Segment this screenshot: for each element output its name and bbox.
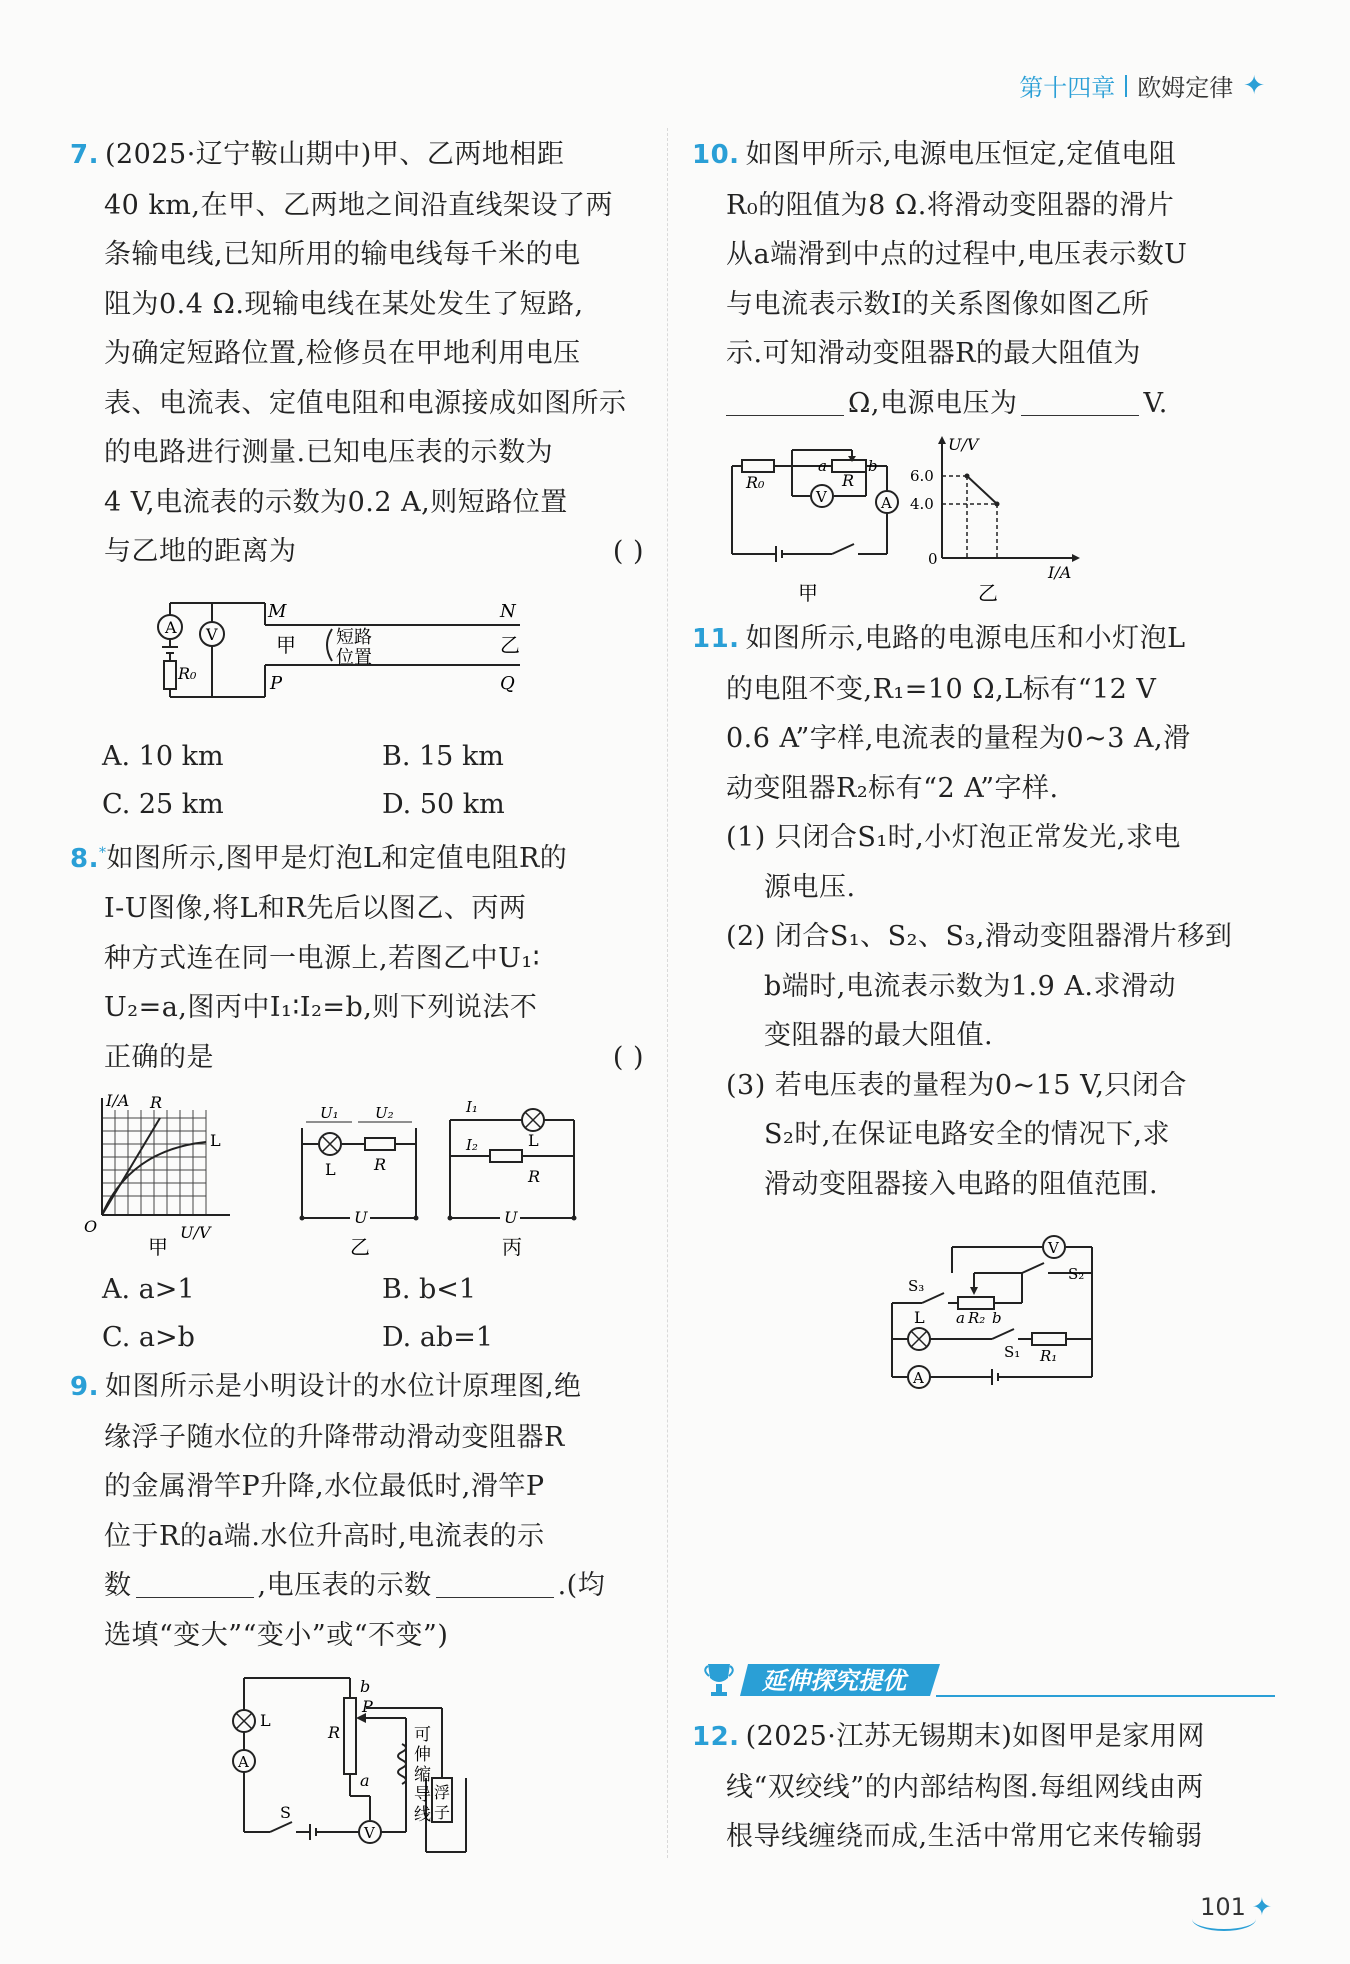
question-text: Ω,电源电压为 [848, 387, 1018, 419]
axis-label-i: I/A [106, 1091, 130, 1110]
question-number: 12. [692, 1722, 740, 1752]
question-text: 数 [104, 1570, 132, 1601]
tick-4: 4.0 [910, 495, 934, 513]
line-label-r: R [150, 1093, 163, 1112]
page-number-text: 101 [1200, 1893, 1246, 1921]
r2-label: R₂ [968, 1309, 986, 1327]
origin-label: O [84, 1217, 98, 1236]
end-a-label: a [956, 1309, 965, 1327]
voltmeter-label: V [1048, 1239, 1059, 1257]
wire-label: 伸 [414, 1745, 431, 1765]
question-text: 阻为0.4 Ω.现输电线在某处发生了短路, [104, 288, 584, 320]
question-text: 正确的是 [104, 1041, 214, 1073]
question-text: 与电流表示数I的关系图像如图乙所 [726, 288, 1150, 320]
r0-label: R₀ [746, 473, 765, 492]
end-b-label: b [868, 457, 878, 475]
q8-figures [70, 1090, 650, 1258]
sub-question-3: (3) 若电压表的量程为0~15 V,只闭合 [726, 1069, 1187, 1101]
sparkle-icon: ✦ [1243, 70, 1265, 101]
question-text: 位于R的a端.水位升高时,电流表的示 [104, 1520, 545, 1552]
question-11 [692, 614, 1292, 1397]
answer-blank-resistance[interactable] [726, 387, 844, 416]
end-a-label: a [360, 1771, 370, 1790]
chapter-title: 欧姆定律 [1137, 74, 1234, 102]
question-text: 40 km,在甲、乙两地之间沿直线架设了两 [104, 189, 613, 221]
ammeter-label: A [881, 494, 892, 512]
axis-label-u: U/V [948, 436, 979, 454]
switch-s2-label: S₂ [1068, 1265, 1085, 1283]
resistor-label: R [328, 1723, 341, 1742]
option-c[interactable]: C. a>b [102, 1322, 195, 1353]
end-a-label: a [818, 457, 827, 475]
axis-label-u: U/V [180, 1223, 211, 1242]
voltmeter-label: V [364, 1824, 375, 1842]
question-text: 表、电流表、定值电阻和电源接成如图所示 [104, 387, 627, 419]
sub-question-2-cont: b端时,电流表示数为1.9 A.求滑动 [764, 970, 1176, 1002]
wire-label: 可 [414, 1725, 431, 1745]
resistor-label: R₀ [178, 663, 197, 683]
location-jia: 甲 [276, 632, 296, 657]
q7-circuit-diagram [70, 585, 650, 725]
question-text: (2025·江苏无锡期末)如图甲是家用网 [745, 1721, 1205, 1752]
sub-question-1: (1) 只闭合S₁时,小灯泡正常发光,求电 [726, 822, 1181, 853]
ammeter-label: A [913, 1369, 924, 1387]
fig-label-jia: 甲 [798, 581, 818, 605]
wire-label: 缩 [414, 1765, 431, 1785]
lamp-label: L [325, 1160, 336, 1179]
voltmeter-label: V [816, 488, 827, 506]
u-label: U [354, 1208, 368, 1227]
switch-label: S [280, 1803, 291, 1822]
question-text: ,电压表的示数 [257, 1570, 432, 1601]
wire-label: 线 [414, 1805, 431, 1825]
r1-label: R₁ [1040, 1347, 1058, 1365]
q9-water-level-circuit [70, 1668, 650, 1858]
q11-circuit-diagram [692, 1217, 1292, 1397]
question-number: 9. [70, 1372, 99, 1402]
question-text: 如图所示是小明设计的水位计原理图,绝 [104, 1371, 582, 1402]
tick-6: 6.0 [910, 467, 934, 485]
answer-parentheses: ( ) [612, 1041, 644, 1073]
rheostat-label: R [842, 471, 855, 490]
float-label: 浮 [434, 1783, 451, 1802]
sub-question-3-cont: S₂时,在保证电路安全的情况下,求 [764, 1119, 1170, 1150]
question-number: 10. [692, 140, 740, 170]
fig-label-bing: 丙 [502, 1235, 522, 1258]
question-7 [70, 130, 650, 829]
tick-0: 0 [928, 550, 938, 568]
question-text: 种方式连在同一电源上,若图乙中U₁∶ [104, 942, 541, 974]
banner-title: 延伸探究提优 [762, 1667, 906, 1695]
resistor-label: R [374, 1155, 387, 1174]
option-c[interactable]: C. 25 km [102, 788, 224, 820]
question-text: 的金属滑竿P升降,水位最低时,滑竿P [104, 1471, 545, 1502]
q7-options [70, 733, 650, 829]
answer-blank-current[interactable] [136, 1569, 254, 1598]
u-label: U [504, 1208, 518, 1227]
switch-s3-label: S₃ [908, 1277, 925, 1295]
section-banner [700, 1656, 1280, 1704]
q10-ui-graph [910, 436, 1080, 582]
i2-label: I₂ [466, 1136, 478, 1154]
question-text: 的电阻不变,R₁=10 Ω,L标有“12 V [726, 673, 1157, 705]
chapter-number: 第十四章 [1019, 74, 1116, 102]
question-text: 的电路进行测量.已知电压表的示数为 [104, 437, 554, 468]
lamp-label: L [914, 1308, 925, 1327]
fig-label-yi: 乙 [978, 581, 998, 605]
iu-graph [84, 1091, 230, 1242]
series-circuit [300, 1104, 419, 1227]
question-number: 7. [70, 140, 99, 170]
u1-label: U₁ [320, 1104, 339, 1122]
question-8 [70, 829, 650, 1363]
question-text: I-U图像,将L和R先后以图乙、丙两 [104, 893, 527, 924]
option-a[interactable]: A. a>1 [102, 1274, 195, 1305]
question-text: 示.可知滑动变阻器R的最大阻值为 [726, 338, 1141, 369]
question-10 [692, 130, 1292, 606]
sub-question-2: (2) 闭合S₁、S₂、S₃,滑动变阻器滑片移到 [726, 921, 1233, 952]
question-text: 条输电线,已知所用的输电线每千米的电 [104, 239, 581, 270]
i1-label: I₁ [466, 1098, 478, 1116]
end-b-label: b [360, 1677, 371, 1696]
option-d[interactable]: D. ab=1 [382, 1322, 494, 1353]
question-number: 8. [70, 843, 99, 874]
option-d[interactable]: D. 50 km [382, 788, 505, 820]
question-text: 根导线缠绕而成,生活中常用它来传输弱 [726, 1821, 1203, 1852]
sub-question-1-cont: 源电压. [764, 871, 856, 903]
question-text: 与乙地的距离为 [104, 536, 297, 567]
lamp-label: L [528, 1131, 539, 1150]
q10-circuit [732, 450, 898, 562]
switch-s1-label: S₁ [1004, 1343, 1021, 1361]
ammeter-label: A [238, 1753, 249, 1771]
question-text: 为确定短路位置,检修员在甲地利用电压 [104, 338, 581, 369]
u2-label: U₂ [375, 1104, 394, 1122]
question-text: 如图所示,电路的电源电压和小灯泡L [745, 623, 1186, 654]
answer-blank-voltage[interactable] [436, 1569, 554, 1598]
question-text: 0.6 A”字样,电流表的量程为0~3 A,滑 [726, 723, 1191, 754]
resistor-label: R [528, 1167, 541, 1186]
curve-label-l: L [210, 1131, 221, 1150]
point-N: N [500, 600, 516, 622]
short-label: 短路 [336, 626, 372, 648]
option-b[interactable]: B. 15 km [382, 740, 504, 772]
float-label: 子 [434, 1803, 451, 1822]
chapter-header [1019, 68, 1265, 103]
question-text: 如图甲所示,电源电压恒定,定值电阻 [745, 139, 1177, 170]
option-a[interactable]: A. 10 km [102, 740, 224, 772]
question-text: 动变阻器R₂标有“2 A”字样. [726, 772, 1059, 804]
left-column [70, 130, 650, 1866]
voltmeter-label: V [206, 624, 218, 644]
wire-label: 导 [414, 1785, 431, 1805]
question-mark: * [98, 844, 107, 861]
sub-question-2-cont: 变阻器的最大阻值. [764, 1020, 994, 1051]
question-12 [692, 1712, 1292, 1862]
question-text: (2025·辽宁鞍山期中)甲、乙两地相距 [104, 139, 565, 170]
question-text: R₀的阻值为8 Ω.将滑动变阻器的滑片 [726, 189, 1175, 221]
question-text: 如图所示,图甲是灯泡L和定值电阻R的 [106, 842, 568, 874]
question-text: 4 V,电流表的示数为0.2 A,则短路位置 [104, 486, 568, 518]
q10-figures [692, 436, 1292, 606]
short-label-2: 位置 [336, 646, 372, 668]
question-text: 缘浮子随水位的升降带动滑动变阻器R [104, 1421, 565, 1453]
sparkle-icon: ✦ [1251, 1893, 1272, 1921]
column-divider [667, 128, 668, 1858]
header-separator [1125, 75, 1127, 97]
answer-parentheses: ( ) [612, 536, 644, 567]
question-text: U₂=a,图丙中I₁∶I₂=b,则下列说法不 [104, 992, 538, 1023]
ammeter-label: A [165, 617, 177, 637]
fig-label-jia: 甲 [148, 1235, 168, 1258]
question-9 [70, 1362, 650, 1858]
lamp-label: L [260, 1711, 271, 1730]
trophy-icon [705, 1664, 733, 1696]
question-text: V. [1143, 387, 1168, 419]
option-b[interactable]: B. b<1 [382, 1274, 477, 1305]
fig-label-yi: 乙 [350, 1235, 370, 1258]
point-P: P [270, 672, 283, 694]
point-Q: Q [500, 672, 515, 694]
location-yi: 乙 [500, 632, 520, 657]
question-text: .(均 [557, 1570, 606, 1601]
page-number [1200, 1893, 1272, 1921]
question-number: 11. [692, 624, 740, 654]
question-text: 选填“变大”“变小”或“不变”) [104, 1619, 449, 1651]
right-column [692, 130, 1292, 1405]
sub-question-3-cont: 滑动变阻器接入电路的阻值范围. [764, 1168, 1159, 1200]
answer-blank-voltage[interactable] [1021, 387, 1139, 416]
end-b-label: b [992, 1309, 1002, 1327]
question-text: 从a端滑到中点的过程中,电压表示数U [726, 239, 1188, 270]
slider-p-label: P [362, 1697, 373, 1716]
parallel-circuit [448, 1098, 577, 1227]
axis-label-i: I/A [1048, 563, 1072, 582]
q8-options [70, 1266, 650, 1362]
point-M: M [268, 600, 287, 622]
question-text: 线“双绞线”的内部结构图.每组网线由两 [726, 1771, 1204, 1803]
